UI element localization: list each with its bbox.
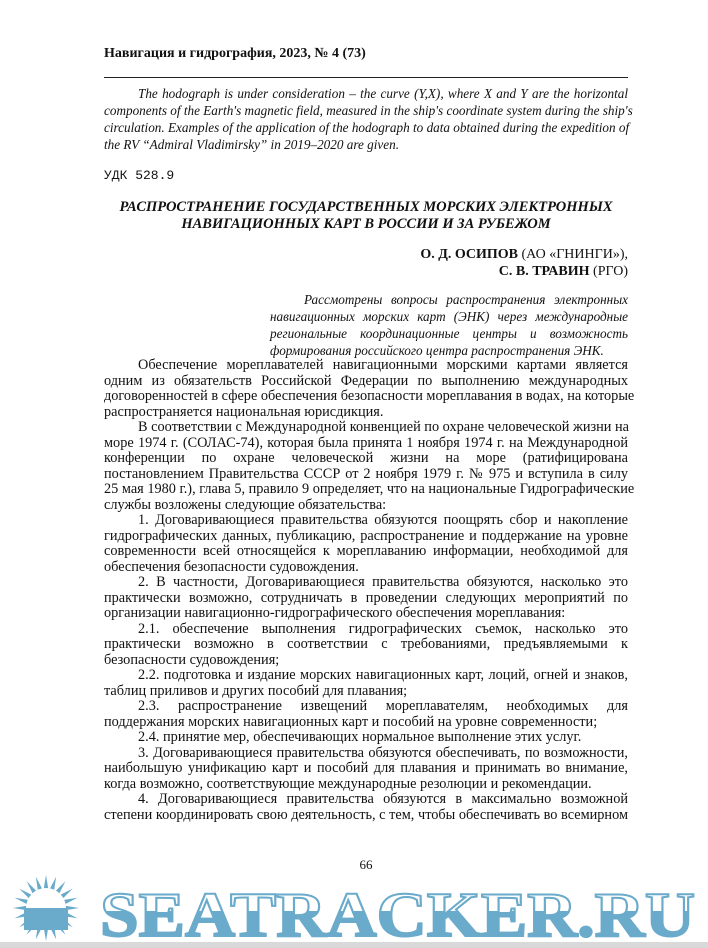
paragraph-line: службы возложены следующие обязательства: — [104, 496, 387, 513]
abstract-line: Рассмотрены вопросы распространения электронных — [304, 292, 628, 307]
abstract-line: The hodograph is under consideration – the curve (Y,X), where X and Y are the horizontal — [138, 86, 628, 101]
watermark-text: SEATRACKER.RU — [100, 879, 695, 942]
author-name: С. В. ТРАВИН — [498, 263, 590, 279]
bottom-bar — [0, 942, 708, 948]
authors — [300, 247, 628, 280]
author — [300, 264, 628, 281]
abstract-line: региональные координационные центры и возможность — [270, 326, 628, 341]
paragraph-line: поддержания морских навигационных карт и пособий на уровне современности; — [104, 713, 598, 730]
paragraph-line: конференции по охране человеческой жизни на море (ратифицирована — [104, 450, 628, 466]
paragraph-line: 1. Договаривающиеся правительства обязуются поощрять сбор и накопление — [138, 512, 628, 528]
author — [300, 247, 628, 264]
paragraph-line: практически возможно в соответствии с требованиями, предъявляемыми к — [104, 636, 628, 652]
sun-ray — [43, 875, 48, 890]
paragraph-line: организации навигационно-гидрографического обеспечения мореплавания: — [104, 605, 566, 621]
abstract-line: circulation. Examples of the application of the hodograph to data obtained during the expedition of — [104, 120, 630, 135]
paragraph-line: В соответствии с Международной конвенцией по охране человеческой жизни на — [138, 419, 630, 435]
author-name: О. Д. ОСИПОВ — [420, 247, 519, 262]
paragraph-line: 3. Договаривающиеся правительства обязуются обеспечивать, по возможности, — [138, 744, 628, 761]
paragraph-line: постановлением Правительства СССР от 2 ноября 1979 г. № 975 и вступила в силу — [104, 465, 628, 482]
paragraph-line: безопасности судовождения; — [104, 651, 280, 668]
sun-logo-icon — [13, 875, 79, 941]
author-org: (АО «ГНИНГИ»), — [518, 247, 628, 262]
paragraph-line: практически возможно, сотрудничать в проведении следующих мероприятий по — [104, 589, 628, 606]
title-line: РАСПРОСТРАНЕНИЕ ГОСУДАРСТВЕННЫХ МОРСКИХ ЭЛЕКТРОННЫХ — [119, 199, 613, 215]
paragraph-line: обеспечения безопасности судовождения. — [104, 558, 359, 575]
paragraph-line: одним из обязательств Российской Федерации по выполнению международных — [104, 372, 628, 389]
paragraph-line: современности всей относящейся к мореплаванию информации, необходимой для — [104, 543, 628, 559]
author-org: (РГО) — [589, 263, 628, 279]
seatracker-watermark — [0, 874, 708, 942]
header-divider — [104, 77, 628, 78]
title-line: НАВИГАЦИОННЫХ КАРТ В РОССИИ И ЗА РУБЕЖОМ — [181, 216, 551, 232]
paragraph-line: море 1974 г. (СОЛАС-74), которая была принята 1 ноября 1974 г. на Международной — [104, 434, 628, 451]
abstract-line: формирования российского центра распространения ЭНК. — [270, 343, 604, 358]
abstract-line: components of the Earth's magnetic field, measured in the ship's coordinate system during the ship's — [104, 103, 633, 118]
paragraph-line: степени координировать свою деятельность, с тем, чтобы обеспечивать во всемирном — [104, 806, 628, 823]
paragraph-line: 4. Договаривающиеся правительства обязуются в максимально возможной — [138, 791, 628, 807]
paragraph-line: гидрографических данных, публикацию, распространение и поддержание на уровне — [104, 527, 628, 544]
abstract-line: the RV “Admiral Vladimirsky” in 2019–2020 are given. — [104, 137, 399, 152]
paragraph-line: 2. В частности, Договаривающиеся правительства обязуются, насколько это — [138, 574, 628, 590]
journal-header: Навигация и гидрография, 2023, № 4 (73) — [104, 46, 366, 61]
english-abstract — [104, 85, 633, 153]
paragraph-line: 2.4. принятие мер, обеспечивающих нормальное выполнение этих услуг. — [138, 729, 582, 745]
paragraph-line: когда возможно, соответствующие международные резолюции и рекомендации. — [104, 775, 592, 792]
article-title — [104, 199, 628, 233]
paragraph-line: 2.3. распространение извещений мореплавателям, необходимых для — [138, 698, 628, 714]
paragraph-line: 2.1. обеспечение выполнения гидрографических съемок, насколько это — [138, 620, 628, 637]
paragraph-line: распространяется национальная юрисдикция. — [104, 403, 384, 420]
abstract-line: навигационных морских карт (ЭНК) через международные — [270, 309, 628, 324]
russian-abstract — [270, 291, 628, 359]
udk-code: УДК 528.9 — [104, 168, 175, 183]
page-number: 66 — [359, 857, 373, 872]
paragraph-line: наибольшую унификацию карт и пособий для плавания и принимать во внимание, — [104, 760, 628, 776]
paragraph-line: таблиц приливов и других пособий для плавания; — [104, 682, 408, 699]
paragraph-line: Обеспечение мореплавателей навигационными морскими картами является — [138, 357, 628, 373]
paragraph-line: 25 мая 1980 г.), глава 5, правило 9 определяет, что на национальные Гидрографические — [104, 481, 635, 497]
article-body — [104, 357, 635, 823]
paragraph-line: 2.2. подготовка и издание морских навигационных карт, лоций, огней и знаков, — [138, 667, 628, 683]
paragraph-line: договоренностей в сфере обеспечения безопасности мореплавания в водах, на которые — [104, 388, 635, 404]
